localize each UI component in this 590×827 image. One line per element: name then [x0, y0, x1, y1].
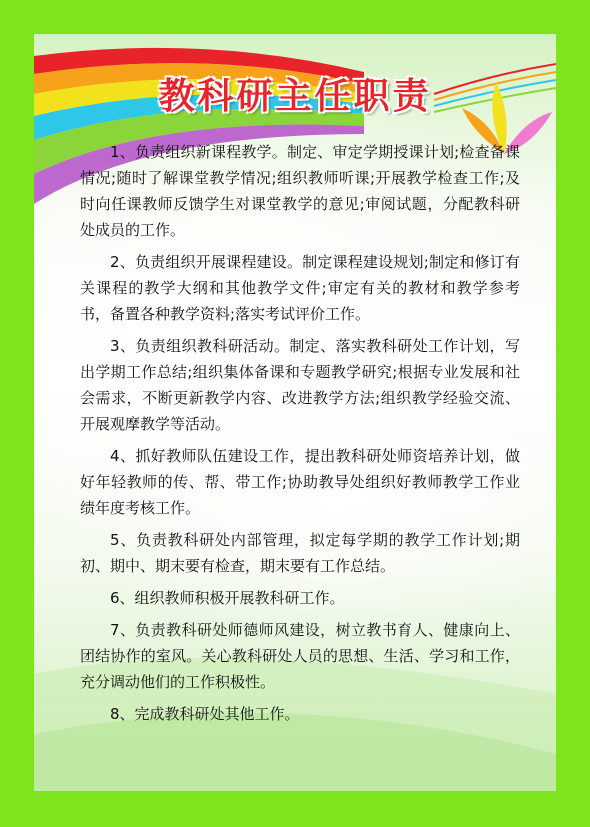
- duty-paragraph-1: 1、负责组织新课程教学。制定、审定学期授课计划;检查备课情况;随时了解课堂教学情况;组织教师听课;开展教学检查工作;及时向任课教师反馈学生对课堂教学的意见;审阅试题，分配教科研处成员的工作。: [80, 143, 520, 239]
- duty-paragraph-5: 5、负责教科研处内部管理，拟定每学期的教学工作计划;期初、期中、期末要有检查，期末要有工作总结。: [80, 531, 520, 575]
- page-title: 教科研主任职责: [158, 76, 432, 117]
- duty-paragraph-2: 2、负责组织开展课程建设。制定课程建设规划;制定和修订有关课程的教学大纲和其他教学文件;审定有关的教材和教学参考书，备置各种教学资料;落实考试评价工作。: [80, 253, 520, 323]
- duties-list: [80, 139, 520, 733]
- duty-paragraph-8: 8、完成教科研处其他工作。: [110, 705, 300, 723]
- duty-paragraph-7: 7、负责教科研处师德师风建设，树立教书育人、健康向上、团结协作的室风。关心教科研处人员的思想、生活、学习和工作，充分调动他们的工作积极性。: [80, 621, 520, 691]
- duty-paragraph-4: 4、抓好教师队伍建设工作，提出教科研处师资培养计划，做好年轻教师的传、帮、带工作;协助教导处组织好教师教学工作业绩年度考核工作。: [80, 447, 520, 517]
- duty-paragraph-3: 3、负责组织教科研活动。制定、落实教科研处工作计划，写出学期工作总结;组织集体备课和专题教学研究;根据专业发展和社会需求，不断更新教学内容、改进教学方法;组织教学经验交流、开展观摩教学等活动。: [80, 337, 520, 433]
- poster-panel: [34, 34, 556, 791]
- duty-paragraph-6: 6、组织教师积极开展教科研工作。: [110, 589, 345, 607]
